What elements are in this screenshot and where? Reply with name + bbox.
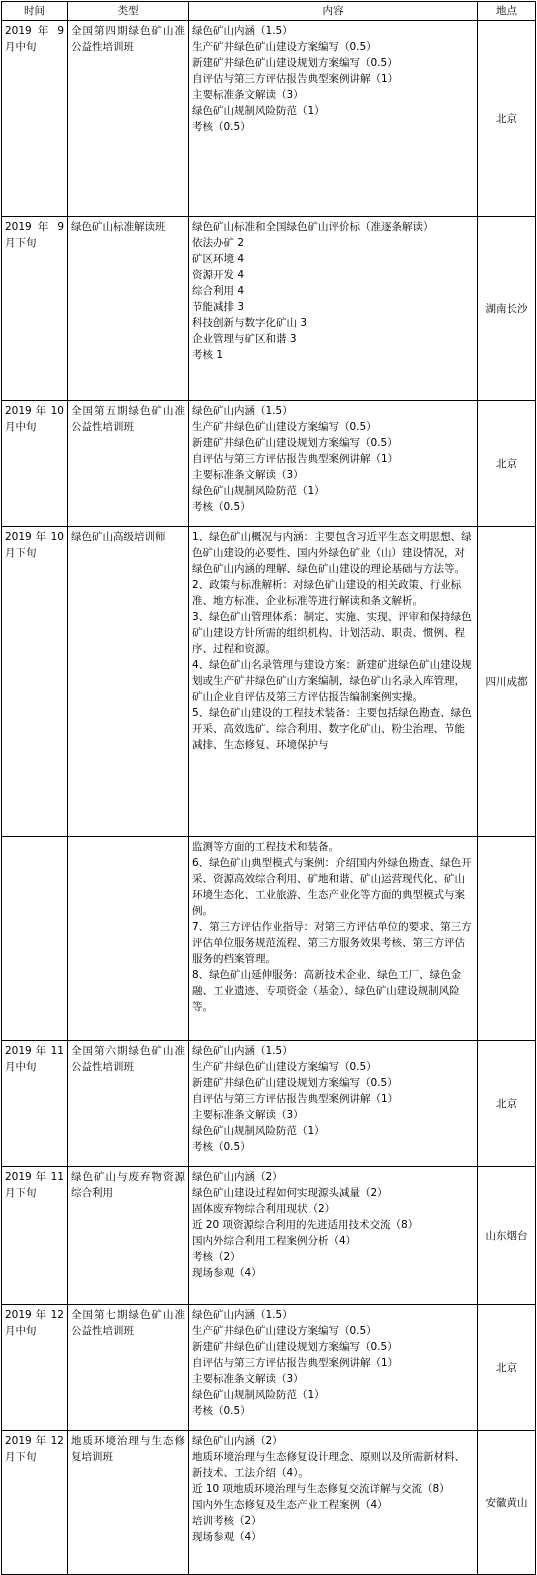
content-line: 绿色矿山内涵（1.5）: [192, 1309, 293, 1321]
cell-type: 全国第五期绿色矿山准公益性培训班: [68, 401, 189, 527]
content-line: 国内外生态修复及生态产业工程案例（4）: [192, 1499, 388, 1511]
content-line: 依法办矿 2: [192, 237, 245, 249]
content-line: 地质环境治理与生态修复设计理念、原则以及所需新材料、新技术、工法介绍（4）。: [192, 1451, 465, 1479]
cell-time: 2019 年 12 月下旬: [2, 1431, 68, 1575]
content-line: 近 20 项资源综合利用的先进适用技术交流（8）: [192, 1219, 419, 1231]
content-line: 绿色矿山内涵（1.5）: [192, 405, 293, 417]
cell-type: 全国第四期绿色矿山准公益性培训班: [68, 21, 189, 217]
cell-time: 2019 年 11 月下旬: [2, 1167, 68, 1305]
header-type: 类型: [68, 2, 189, 21]
cell-location: 北京: [478, 21, 536, 217]
content-line: 固体废弃物综合利用现状（2）: [192, 1203, 336, 1215]
cell-location: 安徽黄山: [478, 1431, 536, 1575]
content-line: 现场参观（4）: [192, 1267, 262, 1279]
cell-time: 2019 年 9 月下旬: [2, 217, 68, 401]
content-line: 生产矿井绿色矿山建设方案编写（0.5）: [192, 421, 377, 433]
content-line: 绿色矿山内涵（1.5）: [192, 1045, 293, 1057]
cell-content: [189, 1041, 478, 1167]
cell-type: 绿色矿山标准解读班: [68, 217, 189, 401]
cell-type: 地质环境治理与生态修复培训班: [68, 1431, 189, 1575]
cell-type: 绿色矿山与废弃物资源综合利用: [68, 1167, 189, 1305]
content-line: 绿色矿山内涵（1.5）: [192, 25, 293, 37]
content-line: 新建矿井绿色矿山建设规划方案编写（0.5）: [192, 1341, 398, 1353]
content-line: 考核（0.5）: [192, 1405, 251, 1417]
table-row: [2, 527, 536, 837]
cell-type: 绿色矿山高级培训师: [68, 527, 189, 837]
content-line: 新建矿井绿色矿山建设规划方案编写（0.5）: [192, 57, 398, 69]
content-line: 生产矿井绿色矿山建设方案编写（0.5）: [192, 41, 377, 53]
cell-time: 2019 年 10 月下旬: [2, 527, 68, 837]
content-line: 考核（0.5）: [192, 1141, 251, 1153]
header-content: 内容: [189, 2, 478, 21]
content-line: 监测等方面的工程技术和装备。: [192, 841, 339, 853]
cell-content: [189, 1305, 478, 1431]
table-row: [2, 1431, 536, 1575]
table-row: [2, 837, 536, 1041]
cell-time: 2019 年 12 月中旬: [2, 1305, 68, 1431]
content-line: 绿色矿山规制风险防范（1）: [192, 485, 325, 497]
cell-location: 北京: [478, 1305, 536, 1431]
content-line: 1、绿色矿山概况与内涵：主要包含习近平生态文明思想、绿色矿山建设的必要性、国内外绿色矿业（山）建设情况，对绿色矿山内涵的理解、绿色矿山建设的理论基础与方法等。: [192, 531, 472, 575]
content-line: 生产矿井绿色矿山建设方案编写（0.5）: [192, 1325, 377, 1337]
cell-location: 湖南长沙: [478, 217, 536, 401]
content-line: 绿色矿山规制风险防范（1）: [192, 105, 325, 117]
cell-content: [189, 21, 478, 217]
cell-type: [68, 837, 189, 1041]
content-line: 7、第三方评估作业指导：对第三方评估单位的要求、第三方评估单位服务规范流程、第三方服务效果考核、第三方评估服务的档案管理。: [192, 921, 472, 965]
header-time: 时间: [2, 2, 68, 21]
cell-content: [189, 1431, 478, 1575]
content-line: 自评估与第三方评估报告典型案例讲解（1）: [192, 453, 399, 465]
cell-time: 2019 年 9 月中旬: [2, 21, 68, 217]
content-line: 综合利用 4: [192, 285, 245, 297]
cell-location: 四川成都: [478, 527, 536, 837]
content-line: 8、绿色矿山延伸服务：高新技术企业、绿色工厂、绿色金融、工业遗迹、专项资金（基金）、绿色矿山建设规制风险等。: [192, 969, 462, 1013]
content-line: 绿色矿山内涵（2）: [192, 1171, 283, 1183]
content-line: 绿色矿山标准和全国绿色矿山评价标（准逐条解读）: [192, 221, 434, 233]
content-line: 新建矿井绿色矿山建设规划方案编写（0.5）: [192, 1077, 398, 1089]
content-line: 绿色矿山内涵（2）: [192, 1435, 283, 1447]
content-line: 现场参观（4）: [192, 1531, 262, 1543]
cell-type: 全国第七期绿色矿山准公益性培训班: [68, 1305, 189, 1431]
cell-content: [189, 217, 478, 401]
content-line: 主要标准条文解读（3）: [192, 1373, 304, 1385]
content-line: 考核（2）: [192, 1251, 241, 1263]
cell-time: [2, 837, 68, 1041]
content-line: 科技创新与数字化矿山 3: [192, 317, 308, 329]
content-line: 主要标准条文解读（3）: [192, 1109, 304, 1121]
content-line: 绿色矿山规制风险防范（1）: [192, 1125, 325, 1137]
cell-content: [189, 837, 478, 1041]
content-line: 6、绿色矿山典型模式与案例：介绍国内外绿色勘查、绿色开采、资源高效综合利用、矿地和谐、矿山运营现代化、矿山环境生态化、工业旅游、生态产业化等方面的典型模式与案例。: [192, 857, 472, 917]
training-schedule-table: [1, 1, 536, 1575]
cell-location: [478, 837, 536, 1041]
cell-time: 2019 年 11 月中旬: [2, 1041, 68, 1167]
table-row: [2, 1167, 536, 1305]
content-line: 2、政策与标准解析：对绿色矿山建设的相关政策、行业标准、地方标准、企业标准等进行解读和条文解析。: [192, 579, 462, 607]
content-line: 自评估与第三方评估报告典型案例讲解（1）: [192, 1093, 399, 1105]
cell-content: [189, 1167, 478, 1305]
content-line: 考核（0.5）: [192, 501, 251, 513]
content-line: 主要标准条文解读（3）: [192, 89, 304, 101]
table-row: [2, 21, 536, 217]
table-body: [2, 21, 536, 1575]
content-line: 企业管理与矿区和谐 3: [192, 333, 297, 345]
cell-location: 山东烟台: [478, 1167, 536, 1305]
cell-content: [189, 401, 478, 527]
content-line: 考核（0.5）: [192, 121, 251, 133]
content-line: 绿色矿山建设过程如何实现源头减量（2）: [192, 1187, 388, 1199]
content-line: 考核 1: [192, 349, 224, 361]
content-line: 国内外综合利用工程案例分析（4）: [192, 1235, 357, 1247]
cell-location: 北京: [478, 1041, 536, 1167]
content-line: 节能减排 3: [192, 301, 245, 313]
header-location: 地点: [478, 2, 536, 21]
content-line: 主要标准条文解读（3）: [192, 469, 304, 481]
content-line: 绿色矿山规制风险防范（1）: [192, 1389, 325, 1401]
table-row: [2, 1041, 536, 1167]
content-line: 自评估与第三方评估报告典型案例讲解（1）: [192, 73, 399, 85]
table-row: [2, 217, 536, 401]
content-line: 5、绿色矿山建设的工程技术装备：主要包括绿色勘查、绿色开采、高效选矿、综合利用、数字化矿山、粉尘治理、节能减排、生态修复、环境保护与: [192, 707, 472, 751]
cell-time: 2019 年 10 月中旬: [2, 401, 68, 527]
content-line: 自评估与第三方评估报告典型案例讲解（1）: [192, 1357, 399, 1369]
content-line: 3、绿色矿山管理体系：制定、实施、实现、评审和保持绿色矿山建设方针所需的组织机构、计划活动、职责、惯例、程序、过程和资源。: [192, 611, 472, 655]
cell-content: [189, 527, 478, 837]
content-line: 生产矿井绿色矿山建设方案编写（0.5）: [192, 1061, 377, 1073]
header-row: [2, 2, 536, 21]
content-line: 矿区环境 4: [192, 253, 245, 265]
table-row: [2, 401, 536, 527]
content-line: 培训考核（2）: [192, 1515, 262, 1527]
content-line: 4、绿色矿山名录管理与建设方案：新建矿进绿色矿山建设规划或生产矿井绿色矿山方案编制，绿色矿山名录入库管理，矿山企业自评估及第三方评估报告编制案例实操。: [192, 659, 472, 703]
content-line: 资源开发 4: [192, 269, 245, 281]
table-row: [2, 1305, 536, 1431]
content-line: 新建矿井绿色矿山建设规划方案编写（0.5）: [192, 437, 398, 449]
cell-type: 全国第六期绿色矿山准公益性培训班: [68, 1041, 189, 1167]
cell-location: 北京: [478, 401, 536, 527]
content-line: 近 10 项地质环境治理与生态修复交流详解与交流（8）: [192, 1483, 450, 1495]
